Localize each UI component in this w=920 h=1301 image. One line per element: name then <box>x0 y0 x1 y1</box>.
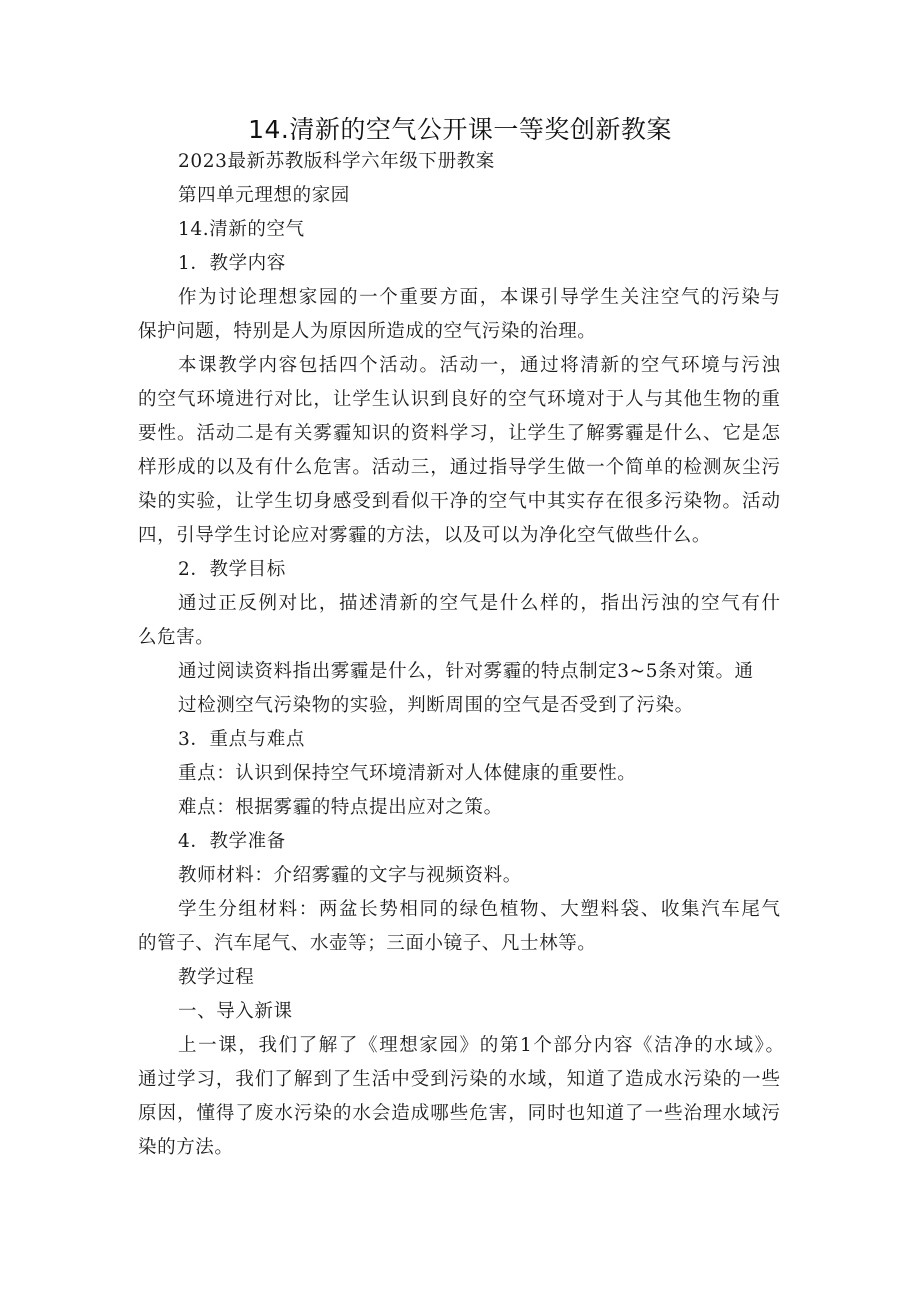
unit-line: 第四单元理想的家园 <box>178 185 350 206</box>
section-1-heading: 1．教学内容 <box>178 253 286 274</box>
document-title: 14.清新的空气公开课一等奖创新教案 <box>248 115 672 144</box>
s1-p2-line-5: 染的实验，让学生切身感受到看似干净的空气中其实存在很多污染物。活动 <box>138 491 780 512</box>
s1-p1-line-2: 保护问题，特别是人为原因所造成的空气污染的治理。 <box>138 321 597 342</box>
s1-p2-line-3: 要性。活动二是有关雾霾知识的资料学习，让学生了解雾霾是什么、它是怎 <box>138 423 780 444</box>
intro-line-4: 染的方法。 <box>138 1137 234 1158</box>
intro-line-3: 原因，懂得了废水污染的水会造成哪些危害，同时也知道了一些治理水域污 <box>138 1103 780 1124</box>
s3-key-point: 重点：认识到保持空气环境清新对人体健康的重要性。 <box>178 763 637 784</box>
subtitle-line: 2023最新苏教版科学六年级下册教案 <box>178 151 495 172</box>
s4-student-materials-line-1: 学生分组材料：两盆长势相同的绿色植物、大塑料袋、收集汽车尾气 <box>178 899 780 920</box>
s2-p1-line-1: 通过正反例对比，描述清新的空气是什么样的，指出污浊的空气有什 <box>178 593 780 614</box>
intro-line-2: 通过学习，我们了解到了生活中受到污染的水域，知道了造成水污染的一些 <box>138 1069 780 1090</box>
s1-p1-line-1: 作为讨论理想家园的一个重要方面，本课引导学生关注空气的污染与 <box>178 287 780 308</box>
s4-student-materials-line-2: 的管子、汽车尾气、水壶等；三面小镜子、凡士林等。 <box>138 933 597 954</box>
section-3-heading: 3．重点与难点 <box>178 729 305 750</box>
s1-p2-line-1: 本课教学内容包括四个活动。活动一，通过将清新的空气环境与污浊 <box>178 355 780 376</box>
process-heading: 教学过程 <box>178 967 255 988</box>
section-4-heading: 4．教学准备 <box>178 831 286 852</box>
intro-heading: 一、导入新课 <box>178 1001 293 1022</box>
s2-p2-line-2: 过检测空气污染物的实验，判断周围的空气是否受到了污染。 <box>178 695 694 716</box>
intro-line-1: 上一课，我们了解了《理想家园》的第1个部分内容《洁净的水域》。 <box>178 1035 784 1056</box>
s2-p2-line-1: 通过阅读资料指出雾霾是什么，针对雾霾的特点制定3~5条对策。通 <box>178 661 754 682</box>
s4-teacher-materials: 教师材料：介绍雾霾的文字与视频资料。 <box>178 865 522 886</box>
s1-p2-line-2: 的空气环境进行对比，让学生认识到良好的空气环境对于人与其他生物的重 <box>138 389 780 410</box>
s2-p1-line-2: 么危害。 <box>138 627 215 648</box>
s3-difficulty: 难点：根据雾霾的特点提出应对之策。 <box>178 797 503 818</box>
lesson-line: 14.清新的空气 <box>178 219 305 240</box>
s1-p2-line-4: 样形成的以及有什么危害。活动三，通过指导学生做一个简单的检测灰尘污 <box>138 457 780 478</box>
section-2-heading: 2．教学目标 <box>178 559 286 580</box>
s1-p2-line-6: 四，引导学生讨论应对雾霾的方法，以及可以为净化空气做些什么。 <box>138 525 712 546</box>
